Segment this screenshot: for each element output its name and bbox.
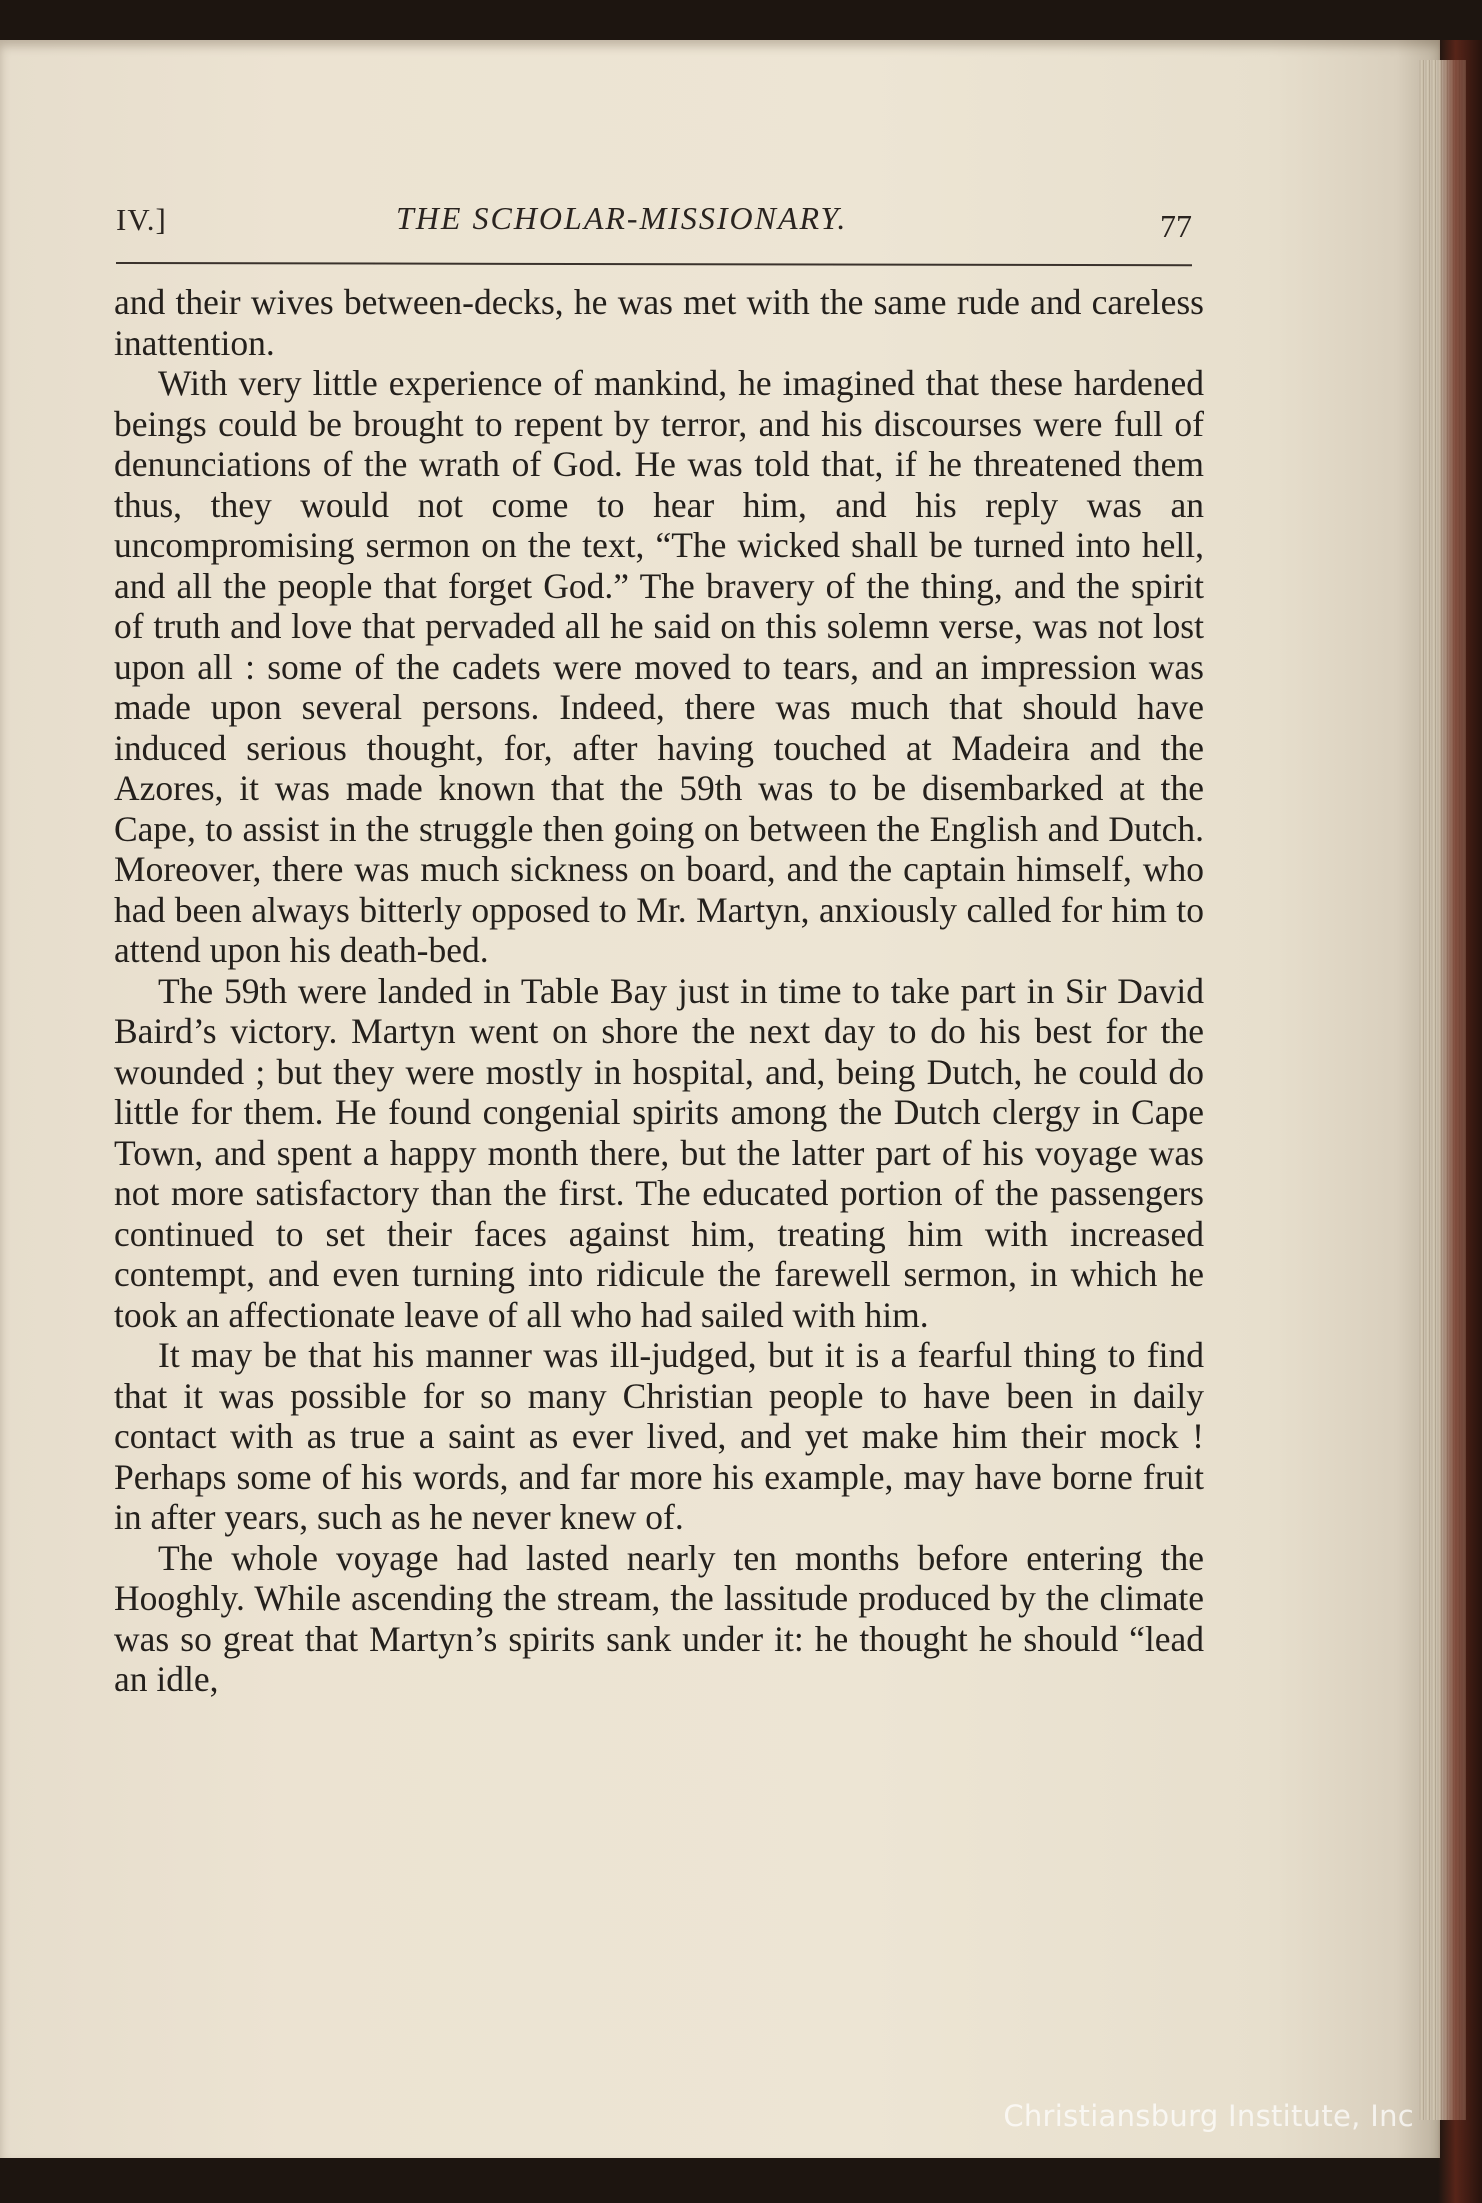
paragraph: It may be that his manner was ill-judged, but it is a fearful thing to find that it was possible for so many Christian people to have been in daily contact with as true a saint as ever lived, and yet make him their mock ! Perhaps some of his words, and far more his example, may have borne fruit in after years, such as he never knew of. [114,1335,1204,1537]
running-title: THE SCHOLAR-MISSIONARY. [396,200,848,236]
body-text [114,282,1204,1700]
book-cover-edge [1438,40,1482,2203]
chapter-marker: IV.] [116,202,167,237]
paragraph: The 59th were landed in Table Bay just in time to take part in Sir David Baird’s victory. Martyn went on shore the next day to do his best for the wounded ; but they were mostly in hospital, and, being Dutch, he could do little for them. He found congenial spirits among the Dutch clergy in Cape Town, and spent a happy month there, but the latter part of his voyage was not more satisfactory than the first. The educated portion of the passengers continued to set their faces against him, treating him with increased contempt, and even turning into ridicule the farewell sermon, in which he took an affectionate leave of all who had sailed with him. [114,970,1204,1335]
paragraph: and their wives between-decks, he was met with the same rude and careless inattention. [114,282,1204,363]
paragraph: With very little experience of mankind, he imagined that these hardened beings could be brought to repent by terror, and his discourses were full of denunciations of the wrath of God. He was told that, if he threatened them thus, they would not come to hear him, and his reply was an uncompromising sermon on the text, “The wicked shall be turned into hell, and all the people that forget God.” The bravery of the thing, and the spirit of truth and love that pervaded all he said on this solemn verse, was not lost upon all : some of the cadets were moved to tears, and an impression was made upon several persons. Indeed, there was much that should have induced serious thought, for, after having touched at Madeira and the Azores, it was made known that the 59th was to be disembarked at the Cape, to assist in the struggle then going on between the English and Dutch. Moreover, there was much sickness on board, and the captain himself, who had been always bitterly opposed to Mr. Martyn, anxiously called for him to attend upon his death-bed. [114,363,1204,970]
page-number: 77 [1160,208,1192,244]
paragraph: The whole voyage had lasted nearly ten months before entering the Hooghly. While ascending the stream, the lassitude produced by the climate was so great that Martyn’s spirits sank under it: he thought he should “lead an idle, [114,1537,1204,1699]
watermark: Christiansburg Institute, Inc [1003,2099,1414,2133]
running-header [116,200,1192,250]
